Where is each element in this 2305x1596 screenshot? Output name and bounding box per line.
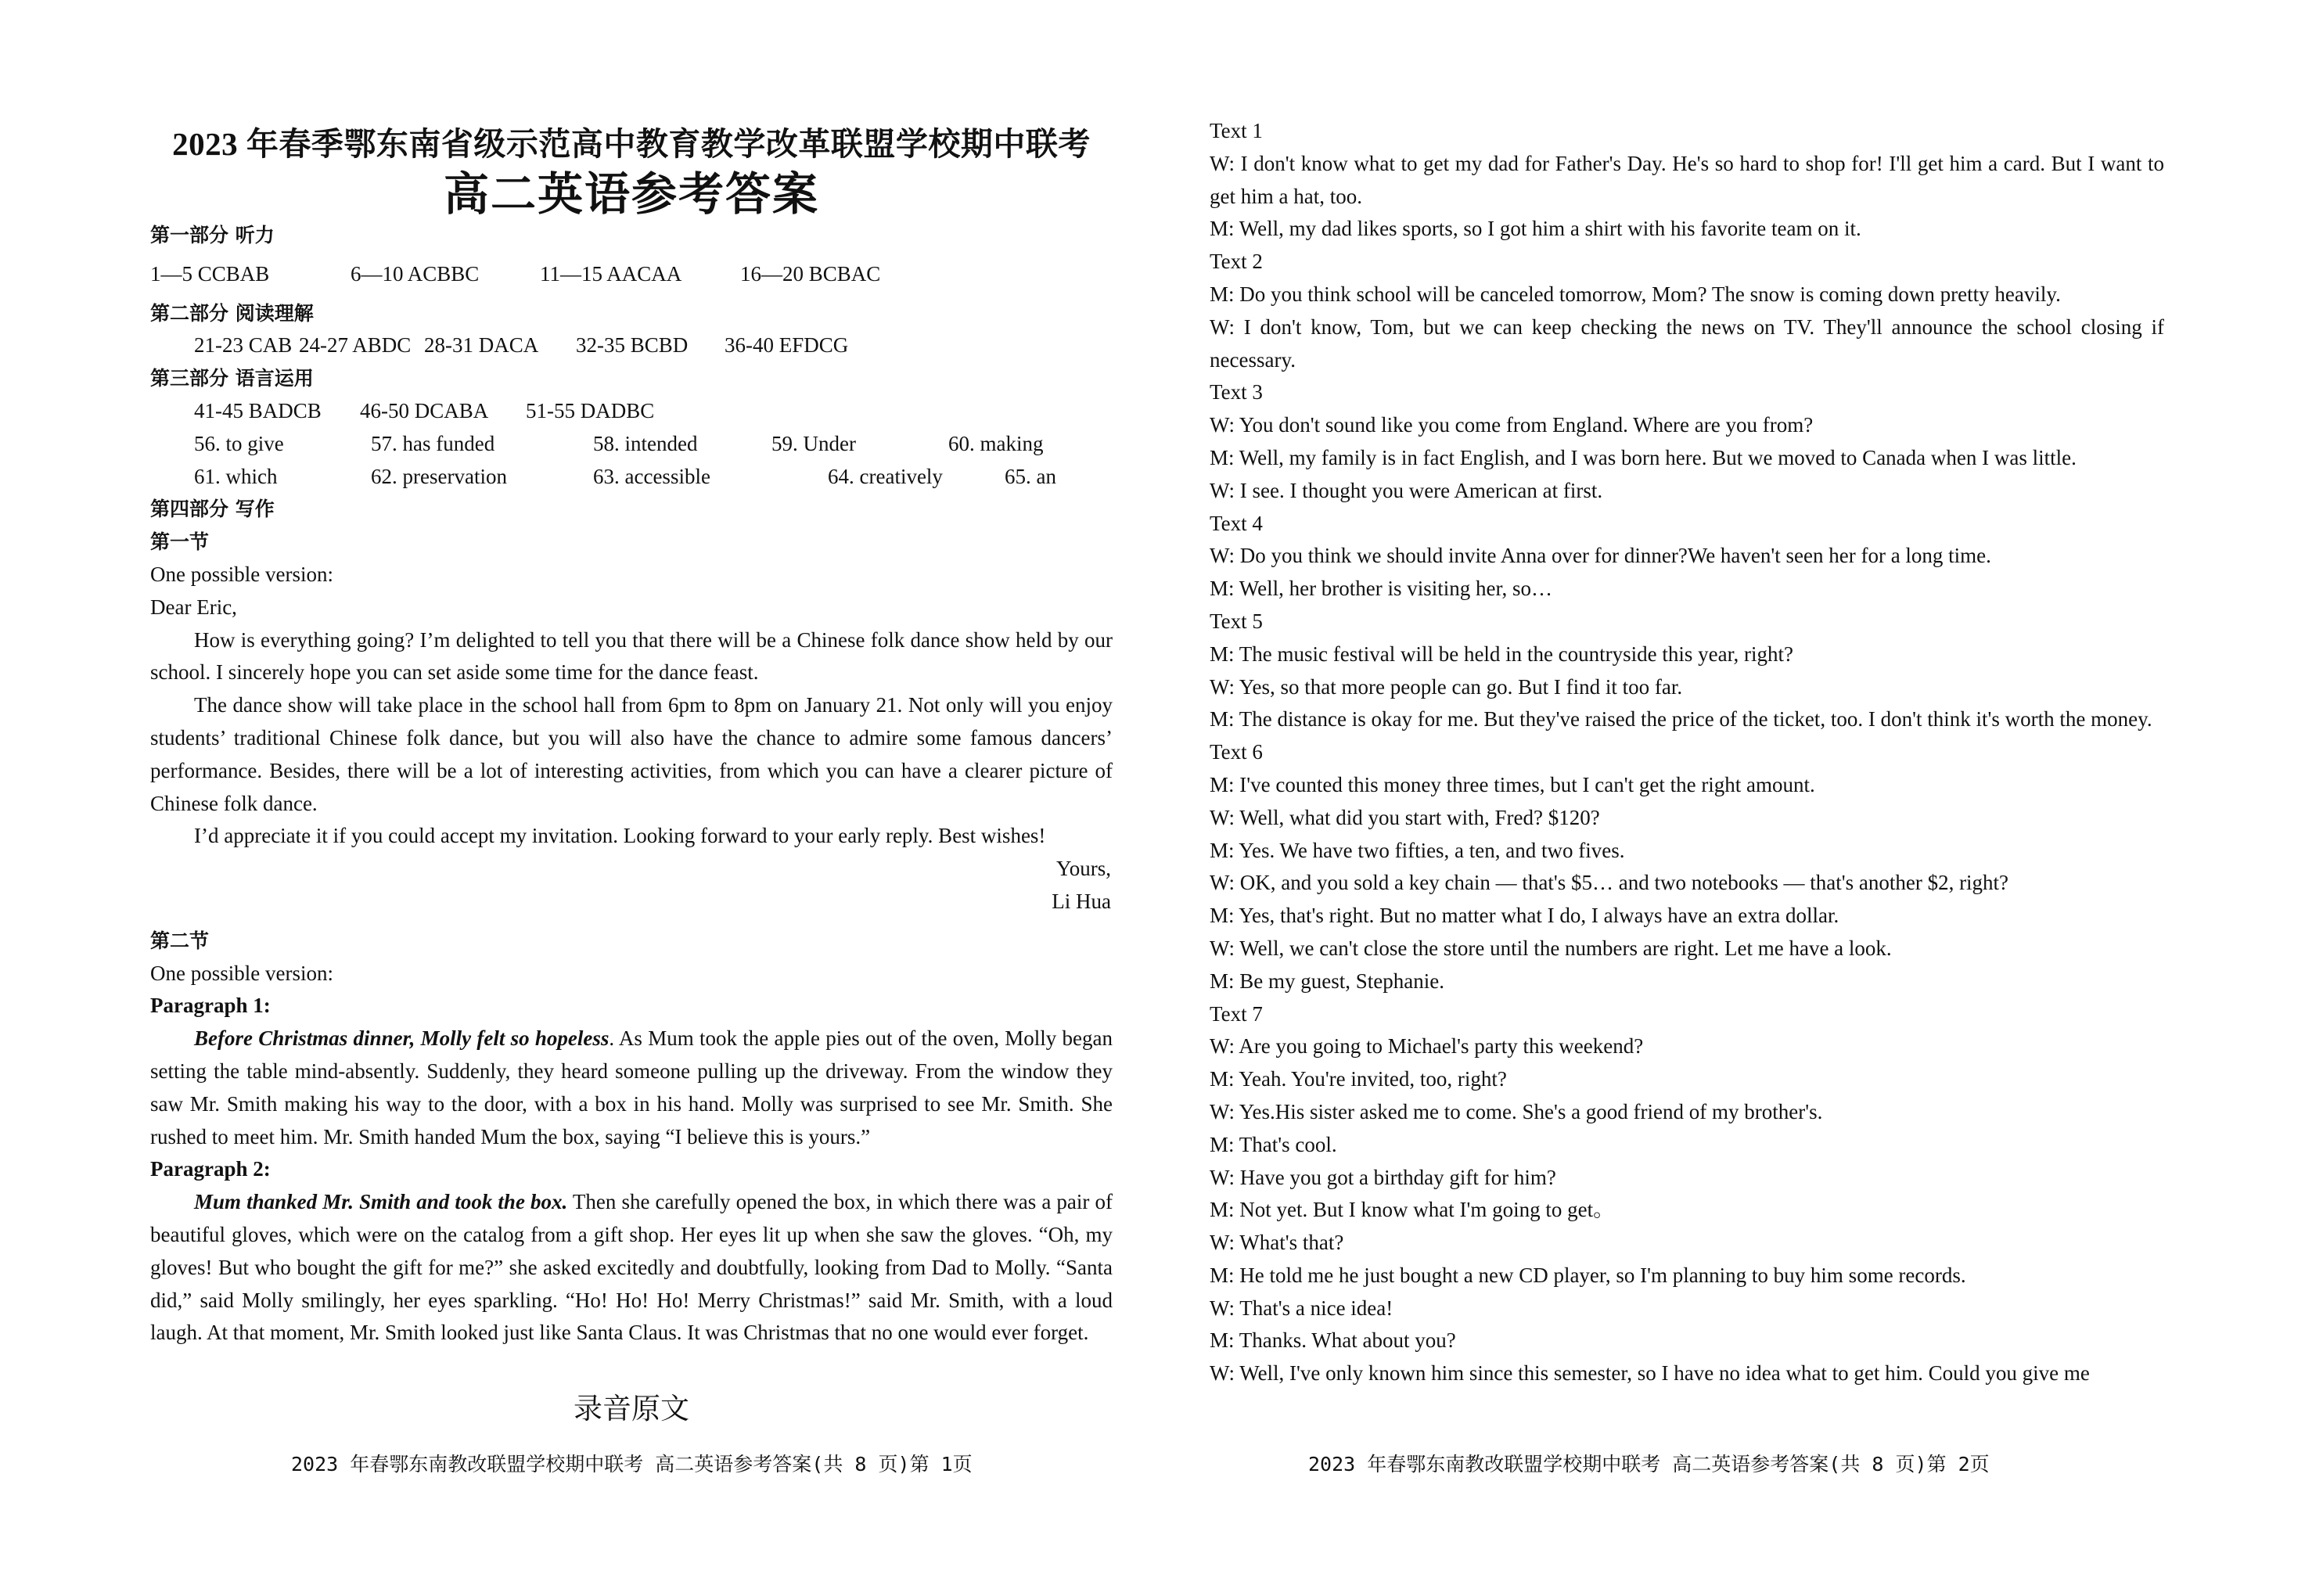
answer-item: 62. preservation [371, 464, 507, 488]
transcript-line: W: Yes, so that more people can go. But I find it too far. [1210, 674, 1683, 699]
transcript-line: W: I don't know what to get my dad for Father's Day. He's so hard to shop for! I'll get him a card. But I want to get him a hat, too. [1210, 151, 2164, 208]
paragraph-lead-sentence: Before Christmas dinner, Molly felt so hopeless [194, 1026, 610, 1051]
transcript-line: W: Are you going to Michael's party this weekend? [1210, 1034, 1644, 1059]
transcript-line: W: What's that? [1210, 1231, 1344, 1255]
section2-heading: 第二节 [150, 929, 210, 952]
transcript-line: W: I see. I thought you were American at first. [1210, 478, 1603, 502]
letter-greeting: Dear Eric, [150, 595, 237, 619]
letter-signature: Li Hua [1052, 889, 1111, 913]
page-footer-left: 2023 年春鄂东南教改联盟学校期中联考 高二英语参考答案(共 8 页)第 1页 [291, 1453, 973, 1476]
transcript-line: W: You don't sound like you come from England. Where are you from? [1210, 413, 1814, 437]
story-paragraph-1 [150, 1023, 1113, 1153]
letter-closing: Yours, [1055, 857, 1111, 881]
transcript-line: M: I've counted this money three times, but I can't get the right amount. [1210, 772, 1815, 796]
version-intro: One possible version: [150, 562, 333, 586]
transcript-line: W: Have you got a birthday gift for him? [1210, 1165, 1556, 1189]
transcript-line: M: Do you think school will be canceled tomorrow, Mom? The snow is coming down pretty heavily. [1210, 282, 2061, 306]
answer-group: 41-45 BADCB [194, 398, 322, 422]
answer-item: 61. which [194, 464, 278, 488]
transcript-line: W: Well, what did you start with, Fred? $120? [1210, 805, 1600, 829]
answer-group: 6—10 ACBBC [351, 261, 480, 286]
answer-item: 58. intended [593, 431, 698, 455]
transcript-line: M: Yeah. You're invited, too, right? [1210, 1067, 1507, 1091]
answer-item: 65. an [1005, 464, 1056, 488]
transcript-line: Text 4 [1210, 511, 1263, 535]
transcript-line: M: Well, my dad likes sports, so I got him a shirt with his favorite team on it. [1210, 217, 1861, 241]
transcript-line: M: Yes, that's right. But no matter what I do, I always have an extra dollar. [1210, 904, 1839, 928]
letter-paragraph-1: How is everything going? I’m delighted to tell you that there will be a Chinese folk dance show held by our school. I sincerely hope you can set aside some time for the dance feast. [150, 627, 1113, 685]
transcript-body [1210, 115, 2164, 1390]
transcript-line: M: Thanks. What about you? [1210, 1328, 1456, 1353]
answer-group: 16—20 BCBAC [740, 261, 881, 286]
part2-heading: 第二部分 阅读理解 [150, 301, 314, 325]
transcript-line: M: The music festival will be held in the countryside this year, right? [1210, 642, 1794, 666]
transcript-line: M: The distance is okay for me. But they've raised the price of the ticket, too. I don't think it's worth the money. [1210, 707, 2152, 732]
part4-heading: 第四部分 写作 [150, 498, 275, 521]
part1-heading: 第一部分 听力 [150, 224, 275, 246]
transcript-line: Text 3 [1210, 380, 1263, 404]
answer-item: 63. accessible [593, 464, 710, 488]
transcript-line: W: That's a nice idea! [1210, 1296, 1393, 1320]
transcript-line: M: Well, her brother is visiting her, so… [1210, 577, 1552, 601]
answer-item: 60. making [948, 431, 1044, 455]
transcript-line: M: He told me he just bought a new CD player, so I'm planning to buy him some records. [1210, 1263, 1966, 1287]
answer-group: 28-31 DACA [424, 333, 539, 358]
transcript-line: M: Not yet. But I know what I'm going to get。 [1210, 1198, 1615, 1222]
answer-group: 21-23 CAB [194, 333, 293, 358]
left-page-body [150, 219, 1113, 1350]
transcript-line: W: OK, and you sold a key chain — that's $5… and two notebooks — that's another $2, right? [1210, 871, 2009, 895]
answer-item: 64. creatively [828, 464, 943, 488]
answer-group: 36-40 EFDCG [725, 333, 849, 358]
transcript-line: Text 1 [1210, 119, 1263, 142]
answer-item: 57. has funded [371, 431, 495, 455]
paragraph-text: . As Mum took the apple pies out of the oven, Molly began setting the table mind-absently. Suddenly, they heard someone pulling up the driveway. From the window they saw Mr. Smith making his way to the door, with a box in his hand. Molly was surprised to see Mr. Smith. She rushed to meet him. Mr. Smith handed Mum the box, saying “I believe this is yours.” [150, 1026, 1113, 1148]
section1-heading: 第一节 [150, 530, 210, 554]
letter-paragraph-3: I’d appreciate it if you could accept my invitation. Looking forward to your early reply. Best wishes! [194, 824, 1046, 848]
transcript-line: W: Do you think we should invite Anna over for dinner?We haven't seen her for a long time. [1210, 544, 1991, 568]
paragraph-2-label: Paragraph 2: [150, 1157, 271, 1181]
transcript-line: M: Be my guest, Stephanie. [1210, 969, 1444, 993]
answer-group: 46-50 DCABA [360, 398, 489, 422]
answer-key-title: 高二英语参考答案 [443, 169, 819, 220]
transcript-line: Text 2 [1210, 250, 1263, 274]
answer-group: 32-35 BCBD [576, 333, 689, 358]
transcript-line: W: I don't know, Tom, but we can keep checking the news on TV. They'll announce the school closing if necessary. [1210, 315, 2164, 372]
transcript-line: W: Well, I've only known him since this semester, so I have no idea what to get him. Could you give me [1210, 1361, 2090, 1386]
transcript-line: M: That's cool. [1210, 1132, 1337, 1156]
paragraph-lead-sentence: Mum thanked Mr. Smith and took the box. [194, 1190, 568, 1214]
transcript-line: W: Yes.His sister asked me to come. She's a good friend of my brother's. [1210, 1099, 1823, 1123]
answer-group: 11—15 AACAA [540, 261, 682, 286]
letter-paragraph-2: The dance show will take place in the school hall from 6pm to 8pm on January 21. Not only will you enjoy students’ traditional Chinese folk dance, but you will also have the chance to admire some famous dancers’ performance. Besides, there will be a lot of interesting activities, from which you can have a clearer picture of Chinese folk dance. [150, 693, 1113, 815]
story-paragraph-2 [150, 1186, 1113, 1350]
answer-item: 59. Under [771, 431, 856, 455]
page-footer-right: 2023 年春鄂东南教改联盟学校期中联考 高二英语参考答案(共 8 页)第 2页 [1308, 1453, 1990, 1476]
language-answers-row3 [150, 461, 1113, 494]
language-answers-row1 [150, 395, 1113, 428]
recording-transcript-title: 录音原文 [574, 1392, 689, 1425]
language-answers-row2 [150, 428, 1113, 461]
listening-answers [150, 258, 1113, 291]
answer-group: 51-55 DADBC [526, 398, 655, 422]
transcript-line: M: Yes. We have two fifties, a ten, and two fives. [1210, 838, 1625, 862]
paragraph-1-label: Paragraph 1: [150, 994, 271, 1018]
transcript-line: Text 6 [1210, 740, 1263, 764]
transcript-line: Text 5 [1210, 609, 1263, 633]
answer-group: 24-27 ABDC [299, 333, 412, 358]
paragraph-text: Then she carefully opened the box, in which there was a pair of beautiful gloves, which were on the catalog from a gift shop. Her eyes lit up when she saw the gloves. “Oh, my gloves! But who bought the gift for me?” she asked excitedly and doubtfully, looking from Dad to Molly. “Santa did,” said Molly smilingly, her eyes sparkling. “Ho! Ho! Ho! Merry Christmas!” said Mr. Smith, with a loud laugh. At that moment, Mr. Smith looked just like Santa Claus. It was Christmas that no one would ever forget. [150, 1190, 1113, 1345]
answer-group: 1—5 CCBAB [150, 261, 270, 286]
transcript-line: M: Well, my family is in fact English, and I was born here. But we moved to Canada when I was little. [1210, 445, 2077, 469]
exam-title: 2023 年春季鄂东南省级示范高中教育教学改革联盟学校期中联考 [172, 126, 1091, 162]
part3-heading: 第三部分 语言运用 [150, 367, 314, 390]
transcript-line: W: Well, we can't close the store until the numbers are right. Let me have a look. [1210, 936, 1892, 960]
answer-item: 56. to give [194, 431, 284, 455]
transcript-line: Text 7 [1210, 1001, 1263, 1026]
version-intro: One possible version: [150, 961, 333, 985]
reading-answers [150, 329, 1113, 362]
